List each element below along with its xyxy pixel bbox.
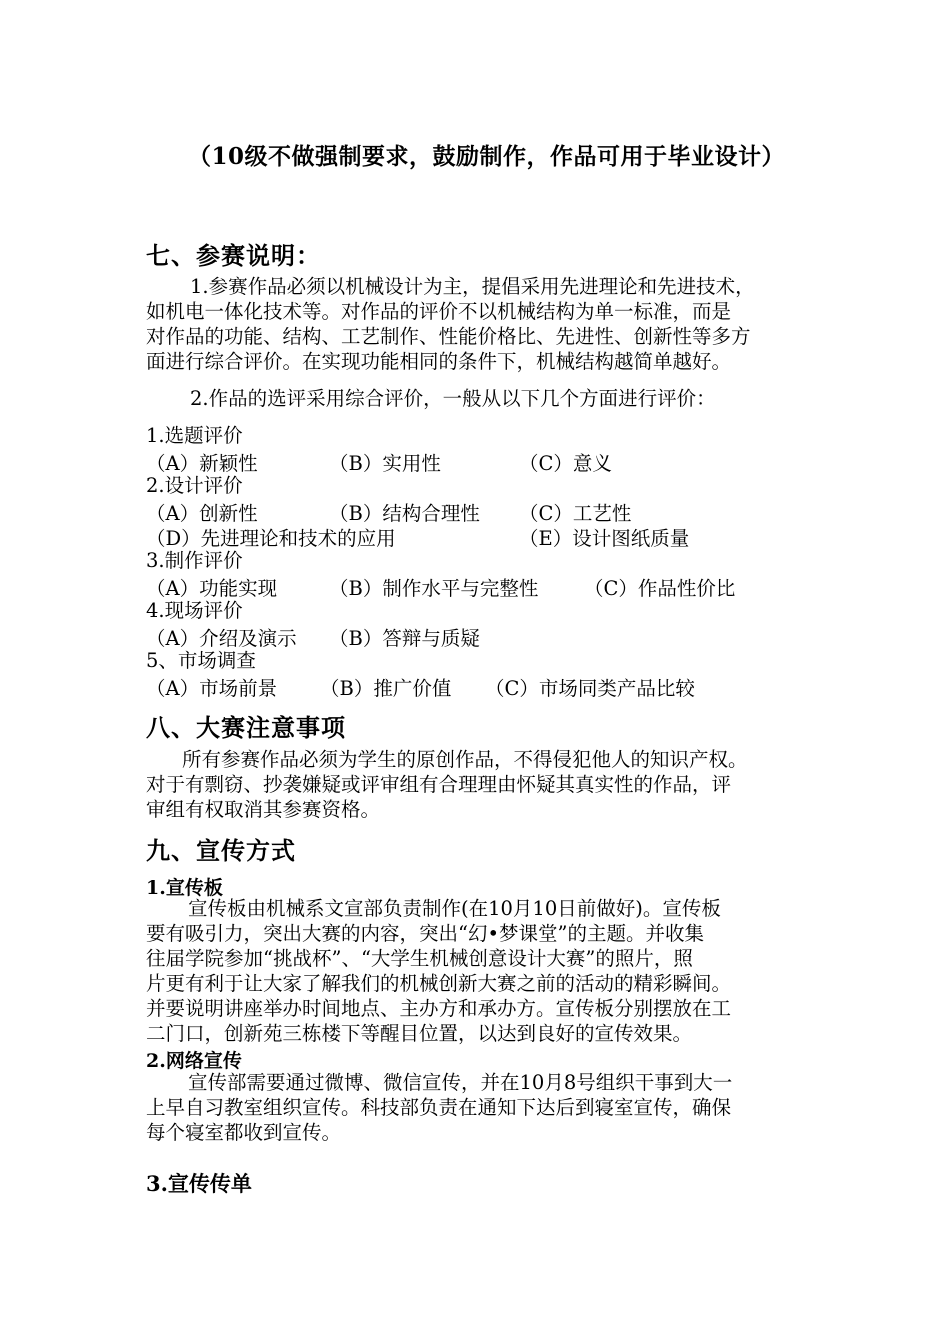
criteria-title: 1.选题评价 <box>146 424 243 447</box>
criteria-title: 4.现场评价 <box>146 599 243 622</box>
text-line: 1.参赛作品必须以机械设计为主，提倡采用先进理论和先进技术， <box>190 275 755 298</box>
criteria-option: （E）设计图纸质量 <box>519 527 690 550</box>
section-8-paragraph <box>146 747 748 822</box>
criteria-option: （A）介绍及演示 <box>146 627 297 650</box>
criteria-option: （C）意义 <box>519 452 612 475</box>
criteria-option: （B）实用性 <box>329 452 441 475</box>
text-line: 上早自习教室组织宣传。科技部负责在通知下达后到寝室宣传，确保 <box>146 1096 732 1119</box>
section-7-paragraph-1 <box>146 274 755 374</box>
text-line: 要有吸引力，突出大赛的内容，突出“幻•梦课堂”的主题。并收集 <box>146 922 704 945</box>
subsection-paragraph <box>146 1070 732 1145</box>
criteria-option: （B）制作水平与完整性 <box>329 577 539 600</box>
criteria-title: 5、市场调查 <box>146 649 256 672</box>
criteria-option: （B）答辩与质疑 <box>329 627 480 650</box>
text-line: 宣传板由机械系文宣部负责制作(在10月10日前做好)。宣传板 <box>188 897 721 920</box>
criteria-option: （B）推广价值 <box>320 677 452 700</box>
subsection-title: 2.网络宣传 <box>146 1050 242 1072</box>
subsection-title: 3.宣传传单 <box>146 1171 252 1196</box>
text-line: 宣传部需要通过微博、微信宣传，并在10月8号组织干事到大一 <box>188 1071 733 1094</box>
criteria-option: （C）作品性价比 <box>584 577 736 600</box>
subsection-paragraph <box>146 896 731 1046</box>
section-7-heading: 七、参赛说明： <box>146 241 321 270</box>
subsection-title: 1.宣传板 <box>146 877 223 899</box>
criteria-title: 3.制作评价 <box>146 549 243 572</box>
text-line: 所有参赛作品必须为学生的原创作品，不得侵犯他人的知识产权。 <box>182 748 748 771</box>
text-line: 面进行综合评价。在实现功能相同的条件下，机械结构越简单越好。 <box>146 350 732 373</box>
note-line: （10级不做强制要求，鼓励制作，作品可用于毕业设计） <box>188 143 786 170</box>
criteria-option: （A）新颖性 <box>146 452 258 475</box>
section-7-paragraph-2: 2.作品的选评采用综合评价，一般从以下几个方面进行评价： <box>190 387 716 410</box>
text-line: 如机电一体化技术等。对作品的评价不以机械结构为单一标准，而是 <box>146 300 732 323</box>
criteria-option: （A）创新性 <box>146 502 258 525</box>
section-9-heading: 九、宣传方式 <box>146 836 296 865</box>
criteria-option: （B）结构合理性 <box>329 502 480 525</box>
text-line: 并要说明讲座举办时间地点、主办方和承办方。宣传板分别摆放在工 <box>146 997 732 1020</box>
text-line: 审组有权取消其参赛资格。 <box>146 798 381 821</box>
criteria-option: （C）市场同类产品比较 <box>485 677 695 700</box>
criteria-option: （A）市场前景 <box>146 677 278 700</box>
text-line: 片更有利于让大家了解我们的机械创新大赛之前的活动的精彩瞬间。 <box>146 972 732 995</box>
text-line: 往届学院参加“挑战杯”、“大学生机械创意设计大赛”的照片，照 <box>146 947 693 970</box>
criteria-option: （C）工艺性 <box>519 502 632 525</box>
criteria-title: 2.设计评价 <box>146 474 243 497</box>
text-line: 对作品的功能、结构、工艺制作、性能价格比、先进性、创新性等多方 <box>146 325 751 348</box>
criteria-option: （D）先进理论和技术的应用 <box>146 527 396 550</box>
text-line: 二门口，创新苑三栋楼下等醒目位置，以达到良好的宣传效果。 <box>146 1022 693 1045</box>
section-8-heading: 八、大赛注意事项 <box>146 713 346 742</box>
criteria-option: （A）功能实现 <box>146 577 278 600</box>
text-line: 对于有剽窃、抄袭嫌疑或评审组有合理理由怀疑其真实性的作品，评 <box>146 773 732 796</box>
text-line: 每个寝室都收到宣传。 <box>146 1121 342 1144</box>
